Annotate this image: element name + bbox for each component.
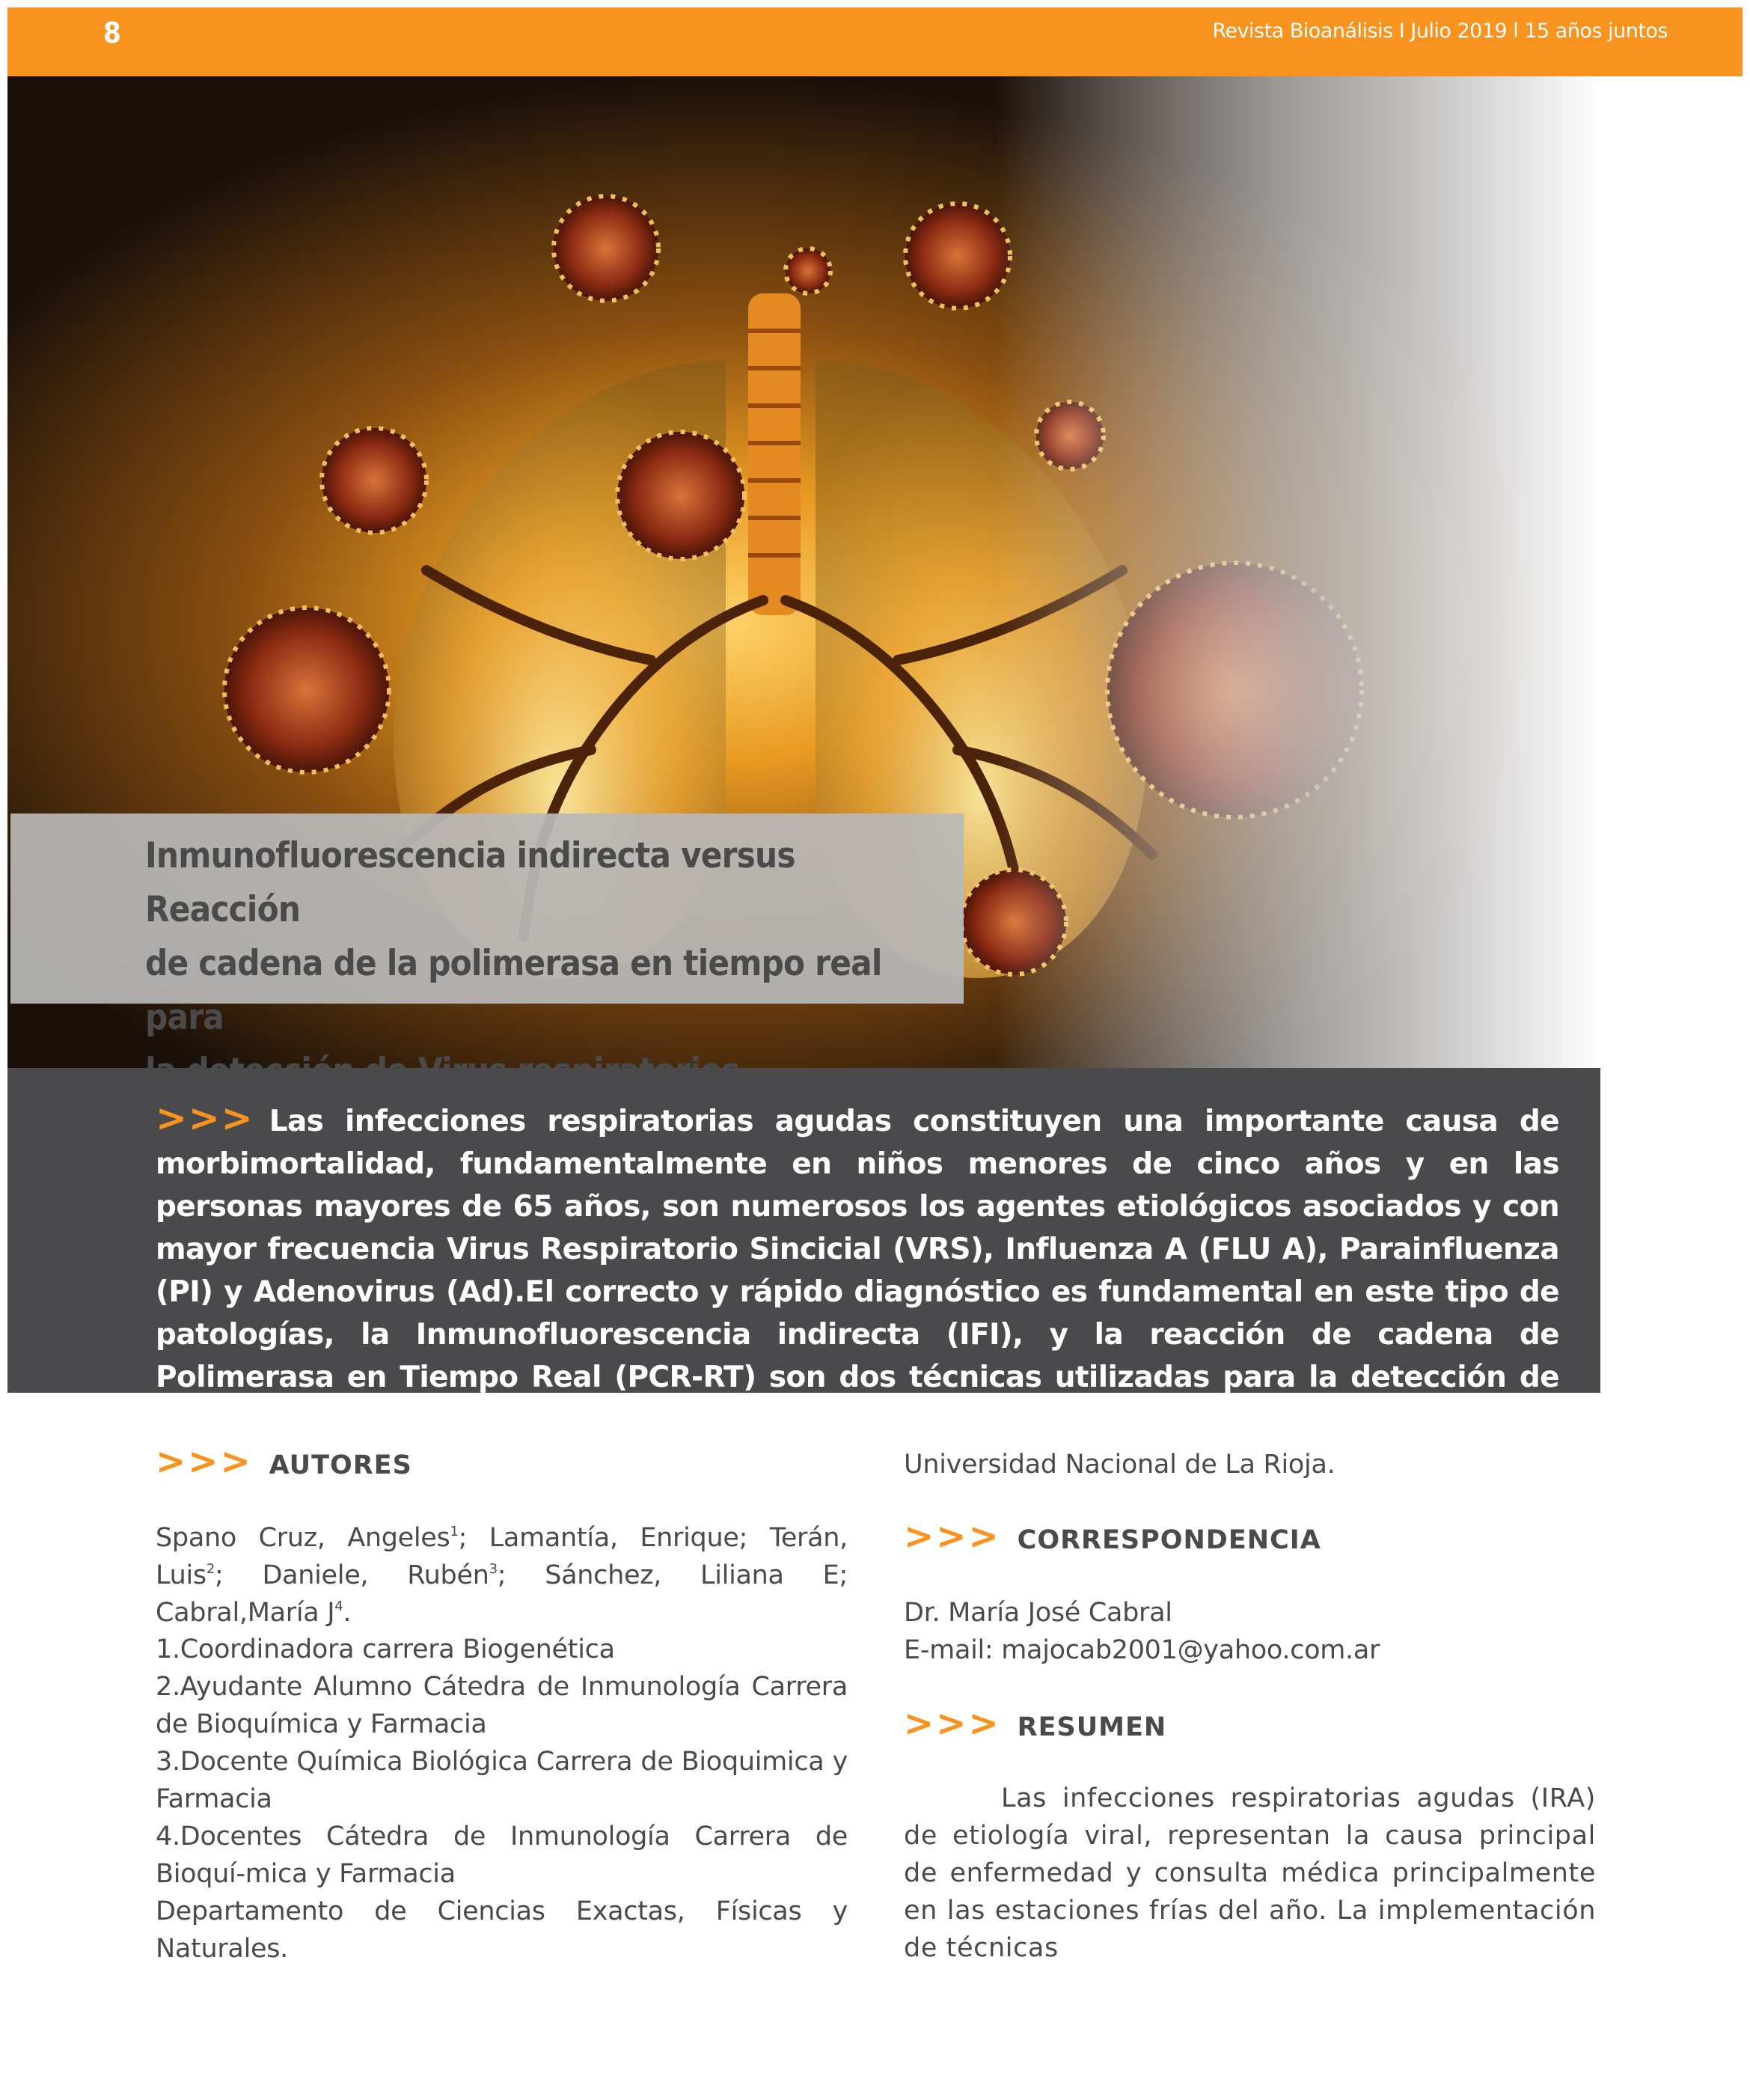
- correspondence-chevron-icon: >>>: [904, 1516, 1001, 1557]
- correspondence-heading-label: CORRESPONDENCIA: [1017, 1525, 1321, 1555]
- correspondence-heading: [904, 1516, 1321, 1557]
- authors-heading: [156, 1441, 412, 1483]
- correspondence-name: Dr. María José Cabral: [904, 1598, 1172, 1628]
- author-3: Terán, Luis: [156, 1523, 848, 1590]
- author-4: Daniele, Rubén: [262, 1560, 489, 1590]
- intro-paragraph: [156, 1097, 1559, 1441]
- journal-info: Revista Bioanálisis I Julio 2019 l 15 años juntos: [1212, 19, 1668, 43]
- authors-list: Spano Cruz, Angeles$^1$; Lamantía, Enrique; Terán, Luis$^2$; Daniele, Rubén$^3$; Sánchez, Liliana E; Cabral,María $J^4$.: [156, 1523, 848, 1628]
- authors-heading-label: AUTORES: [269, 1450, 412, 1480]
- page-number: 8: [103, 16, 121, 49]
- summary-text: Las infecciones respiratorias agudas (IRA) de etiología viral, representan la causa principal de enfermedad y consulta médica principalmente en las estaciones frías del año. La implementación de técnicas: [904, 1783, 1596, 1963]
- title-line-1: Inmunofluorescencia indirecta versus Reacción: [145, 835, 795, 930]
- author-5: Sánchez, Liliana E: [545, 1560, 839, 1590]
- summary-text-block: [904, 1780, 1596, 1967]
- department: Departamento de Ciencias Exactas, Físicas y Naturales.: [156, 1896, 848, 1964]
- affiliation-1: 1.Coordinadora carrera Biogenética: [156, 1634, 615, 1664]
- author-6: Cabral,María J: [156, 1598, 335, 1628]
- intro-chevron-icon: >>>: [156, 1096, 254, 1140]
- correspondence-email[interactable]: E-mail: majocab2001@yahoo.com.ar: [904, 1635, 1380, 1665]
- affiliation-4: 4.Docentes Cátedra de Inmunología Carrera de Bioquí-mica y Farmacia: [156, 1822, 848, 1889]
- intro-text: Las infecciones respiratorias agudas constituyen una importante causa de morbimortalidad, fundamentalmente en niños menores de cinco años y en las personas mayores de 65 años, son numerosos los agentes etiológicos asociados y con mayor frecuencia Virus Respiratorio Sincicial (VRS), Influenza A (FLU A), Parainfluenza (PI) y Adenovirus (Ad).El correcto y rápido diagnóstico es fundamental en este tipo de patologías, la Inmunofluorescencia indirecta (IFI), y la reacción de cadena de Polimerasa en Tiempo Real (PCR-RT) son dos técnicas utilizadas para la detección de estos virus.: [156, 1105, 1559, 1437]
- correspondence-details: [904, 1594, 1596, 1669]
- summary-chevron-icon: >>>: [904, 1703, 1001, 1745]
- author-1: Spano Cruz, Angeles: [156, 1523, 450, 1553]
- article-title: [145, 829, 953, 1099]
- author-2: Lamantía, Enrique: [489, 1523, 739, 1553]
- university: Universidad Nacional de La Rioja.: [904, 1450, 1336, 1480]
- affiliation-2: 2.Ayudante Alumno Cátedra de Inmunología Carrera de Bioquímica y Farmacia: [156, 1672, 848, 1739]
- summary-heading-label: RESUMEN: [1017, 1712, 1167, 1742]
- summary-heading: [904, 1703, 1166, 1745]
- affiliations-list: [156, 1631, 848, 1968]
- affiliation-3: 3.Docente Química Biológica Carrera de Bioquimica y Farmacia: [156, 1747, 848, 1814]
- title-line-2: de cadena de la polimerasa en tiempo real para: [145, 943, 882, 1038]
- authors-chevron-icon: >>>: [156, 1441, 253, 1483]
